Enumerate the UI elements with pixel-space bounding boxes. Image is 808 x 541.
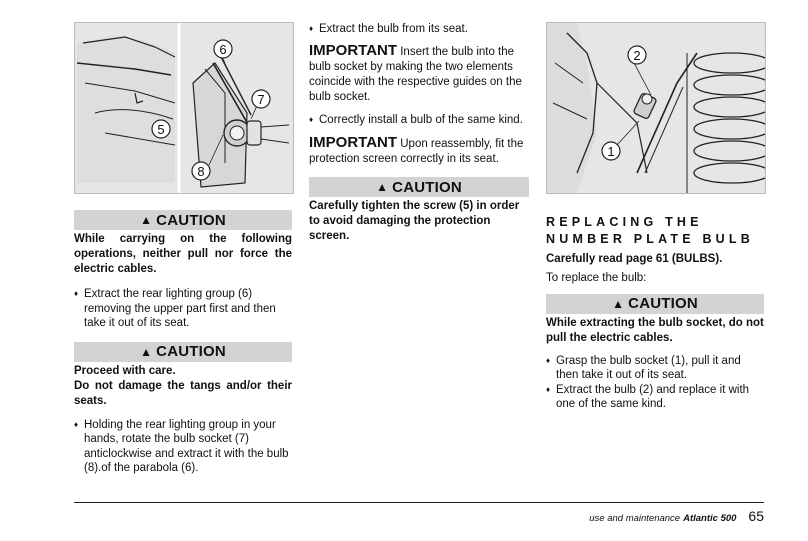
warning-icon: ▲ [376,180,389,194]
caution-banner: ▲ CAUTION [74,210,292,230]
warning-icon: ▲ [140,344,153,359]
caution-text: Proceed with care. [74,364,176,377]
caution-banner: ▲ CAUTION [74,342,292,362]
callout-7 [252,90,270,108]
caution-text: While extracting the bulb socket, do not pull the electric cables. [546,316,764,344]
callout-2 [628,46,646,64]
svg-text:8: 8 [197,164,205,179]
svg-text:6: 6 [219,42,227,57]
column-2 [309,22,529,244]
important-note: IMPORTANT Upon reassembly, fit the protection screen correctly in its seat. [309,134,524,165]
callout-5 [152,120,170,138]
list-item: ♦ Extract the bulb from its seat. [309,23,468,35]
footer-prefix: use and maintenance [589,513,681,524]
intro-text: To replace the bulb: [546,272,647,284]
svg-text:2: 2 [633,48,641,63]
list-item: ♦ Extract the rear lighting group (6) removing the upper part first and then take it out of its seat. [74,288,276,329]
list-item: ♦ Extract the bulb (2) and replace it with one of the same kind. [546,383,750,410]
callout-6 [214,40,232,58]
bullet-icon: ♦ [546,355,551,365]
column-1 [74,210,292,476]
footer-rule [74,502,764,503]
footer-model: Atlantic 500 [683,513,737,524]
caution-text: While carrying on the following operations, neither pull nor force the electric cables. [74,233,292,275]
caution-text: Do not damage the tangs and/or their seats. [74,379,292,407]
warning-icon: ▲ [140,213,153,227]
column-3 [546,214,764,412]
page-footer [589,508,764,524]
caution-text: Carefully tighten the screw (5) in order to avoid damaging the protection screen. [309,200,520,242]
caution-banner: ▲ CAUTION [546,294,764,314]
rear-light-figure [74,22,294,194]
callout-8 [192,162,210,180]
list-item: ♦ Grasp the bulb socket (1), pull it and then take it out of its seat. [546,354,741,381]
svg-text:5: 5 [157,122,165,137]
svg-text:1: 1 [607,144,615,159]
caution-banner: ▲ CAUTION [309,177,529,197]
bullet-icon: ♦ [309,114,314,124]
svg-text:7: 7 [257,92,265,107]
list-item: ♦ Holding the rear lighting group in your hands, rotate the bulb socket (7) anticlockwise and extract it with the bulb (8).of the parabola (6). [74,418,289,474]
bullet-icon: ♦ [74,289,79,298]
page-number: 65 [748,508,764,524]
important-note: IMPORTANT Insert the bulb into the bulb socket by making the two elements coincide with the respective guides on the bulb socket. [309,41,522,103]
warning-icon: ▲ [612,296,625,311]
list-item: ♦ Correctly install a bulb of the same kind. [309,113,523,126]
bullet-icon: ♦ [546,384,551,394]
number-plate-light-figure [546,22,766,194]
bullet-icon: ♦ [74,419,79,429]
callout-1 [602,142,620,160]
bullet-icon: ♦ [309,24,314,33]
section-heading: REPLACING THE NUMBER PLATE BULB [546,215,754,246]
read-note: Carefully read page 61 (BULBS). [546,253,723,265]
